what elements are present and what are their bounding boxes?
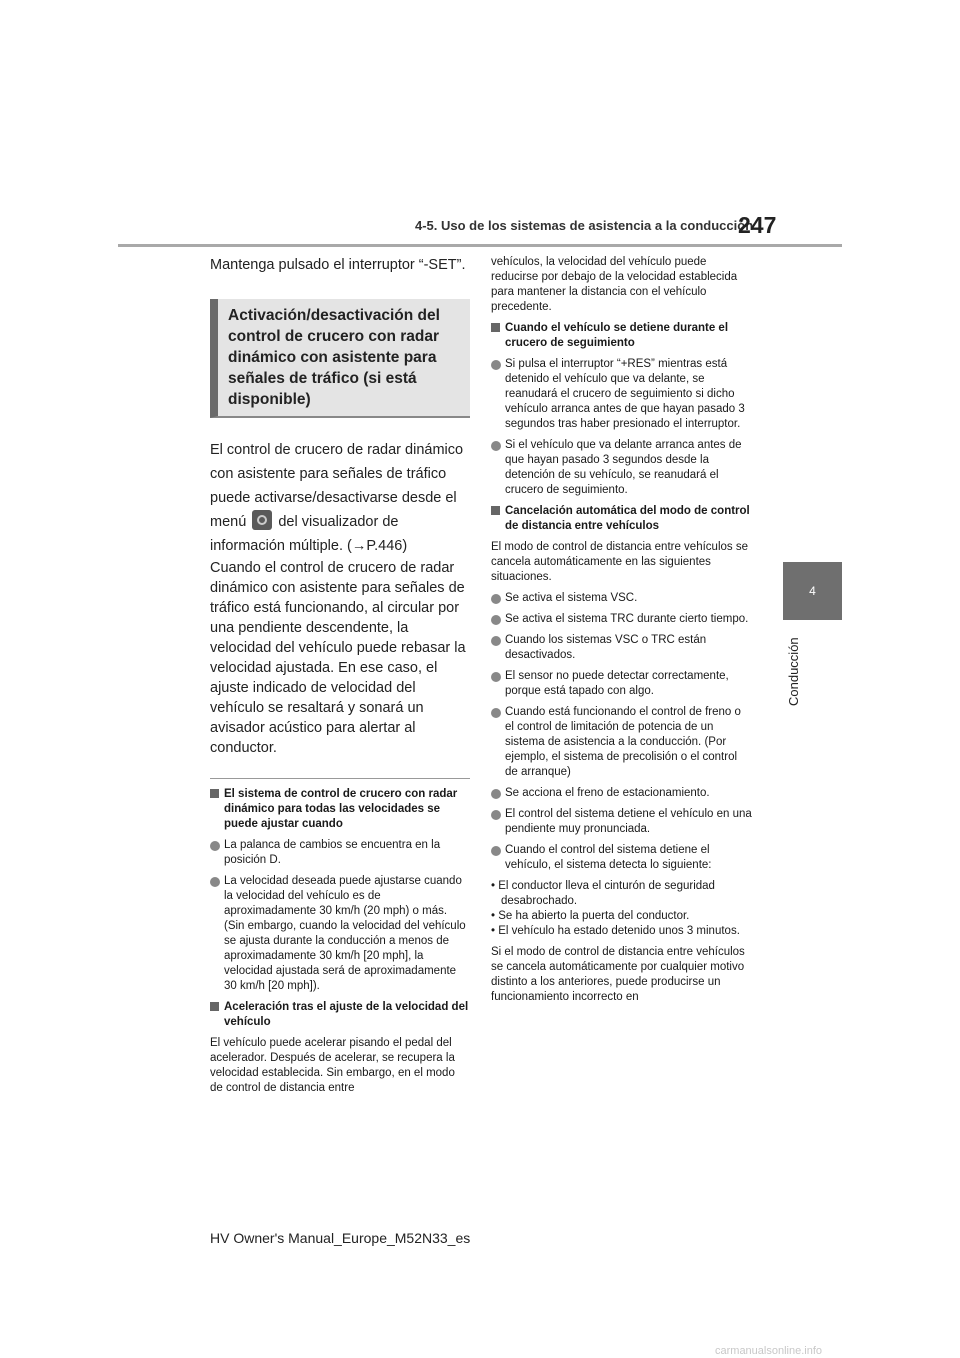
watermark: carmanualsonline.info (715, 1345, 823, 1357)
acceleration-text: El vehículo puede acelerar pisando el pedal del acelerador. Después de acelerar, se recupera la velocidad establecida. Sin embargo, en el modo de control de distancia entre (210, 1037, 455, 1094)
bullet-text: Cuando los sistemas VSC o TRC están desactivados. (505, 634, 707, 661)
auto-cancel-outro: Si el modo de control de distancia entre vehículos se cancela automáticamente por cualquier motivo distinto a los anteriores, puede producirse un funcionamiento incorrecto en (491, 946, 745, 1003)
bullet-item (491, 357, 753, 432)
round-bullet-icon (491, 846, 501, 856)
section-title: Activación/desactivación del control de crucero con radar dinámico con asistente para señales de tráfico (si está disponible) (228, 307, 440, 408)
dash-item: • Se ha abierto la puerta del conductor. (491, 910, 690, 922)
continued-text: vehículos, la velocidad del vehículo puede reducirse por debajo de la velocidad establecida para mantener la distancia con el vehículo precedente. (491, 256, 738, 313)
square-bullet-icon (491, 323, 500, 332)
round-bullet-icon (491, 636, 501, 646)
bullet-text: Si pulsa el interruptor “+RES” mientras está detenido el vehículo que va delante, se reanudará el crucero de seguimiento si dicho vehículo arranca antes de que hayan pasado 3 segundos tras haber presionado el interruptor. (505, 358, 745, 430)
paragraph-activation-after: del visualizador de información múltiple. (→P.446) (210, 514, 408, 554)
bullet-text: Se activa el sistema VSC. (505, 592, 638, 604)
bullet-text: El control del sistema detiene el vehículo en una pendiente muy pronunciada. (505, 808, 752, 835)
right-column (491, 255, 753, 1011)
paragraph-activation-before: El control de crucero de radar dinámico con asistente para señales de tráfico puede activarse/desactivarse desde el menú (210, 442, 464, 530)
subheading-stop-during-follow (491, 321, 753, 351)
page-number: 247 (738, 212, 777, 238)
subheading-auto-cancel (491, 504, 753, 534)
subheading-acceleration (210, 1000, 470, 1030)
chapter-tab (783, 562, 842, 620)
bullet-text: La palanca de cambios se encuentra en la posición D. (224, 839, 441, 866)
dash-item: • El vehículo ha estado detenido unos 3 minutos. (491, 925, 740, 937)
bullet-item (491, 591, 753, 606)
square-bullet-icon (210, 789, 219, 798)
round-bullet-icon (491, 360, 501, 370)
round-bullet-icon (491, 789, 501, 799)
footer-manual-id: HV Owner's Manual_Europe_M52N33_es (210, 1230, 471, 1246)
subsection-divider (210, 778, 470, 779)
bullet-item (210, 874, 470, 994)
bullet-item (491, 612, 753, 627)
auto-cancel-intro: El modo de control de distancia entre vehículos se cancela automáticamente en las siguientes situaciones. (491, 541, 748, 583)
bullet-item (491, 705, 753, 780)
bullet-item (491, 786, 753, 801)
round-bullet-icon (210, 877, 220, 887)
chapter-side-label-text: Conducción (786, 637, 801, 706)
section-header-title: 4-5. Uso de los sistemas de asistencia a la conducción (415, 218, 754, 233)
round-bullet-icon (491, 672, 501, 682)
settings-gear-icon (252, 510, 272, 530)
dash-item: • El conductor lleva el cinturón de seguridad desabrochado. (491, 880, 715, 907)
left-column (210, 255, 470, 1102)
subheading-set-conditions-text: El sistema de control de crucero con radar dinámico para todas las velocidades se puede ajustar cuando (224, 788, 458, 830)
subheading-auto-cancel-text: Cancelación automática del modo de control de distancia entre vehículos (505, 505, 750, 532)
round-bullet-icon (491, 441, 501, 451)
bullet-item (491, 669, 753, 699)
bullet-item (491, 807, 753, 837)
chapter-tab-number: 4 (809, 584, 816, 598)
bullet-text: Se acciona el freno de estacionamiento. (505, 787, 710, 799)
bullet-text: El sensor no puede detectar correctamente, porque está tapado con algo. (505, 670, 729, 697)
subheading-stop-during-follow-text: Cuando el vehículo se detiene durante el crucero de seguimiento (505, 322, 729, 349)
dash-list (491, 879, 753, 939)
round-bullet-icon (491, 810, 501, 820)
round-bullet-icon (491, 708, 501, 718)
bullet-text: Cuando el control del sistema detiene el vehículo, el sistema detecta lo siguiente: (505, 844, 712, 871)
chapter-side-label (781, 630, 811, 720)
header-divider (118, 244, 842, 247)
bullet-text: Cuando está funcionando el control de freno o el control de limitación de potencia de un sistema de asistencia a la conducción. (Por ejemplo, el sistema de precolisión o el control de arranque) (505, 706, 741, 778)
bullet-text: La velocidad deseada puede ajustarse cuando la velocidad del vehículo es de aproximadamente 30 km/h (20 mph) o más. (224, 875, 462, 917)
bullet-item (491, 633, 753, 663)
bullet-item (491, 438, 753, 498)
paragraph-downhill: Cuando el control de crucero de radar dinámico con asistente para señales de tráfico está funcionando, al circular por una pendiente descendente, la velocidad del vehículo puede rebasar la velocidad ajustada. En ese caso, el ajuste indicado de velocidad del vehículo se resaltará y sonará un avisador acústico para alertar al conductor. (210, 560, 466, 756)
intro-text: Mantenga pulsado el interruptor “-SET”. (210, 257, 466, 273)
bullet-item (210, 838, 470, 868)
round-bullet-icon (491, 594, 501, 604)
section-title-box (210, 299, 470, 418)
subheading-acceleration-text: Aceleración tras el ajuste de la velocidad del vehículo (224, 1001, 469, 1028)
bullet-note: (Sin embargo, cuando la velocidad del vehículo se ajusta durante la conducción a menos de aproximadamente 30 km/h [20 mph], la velocidad ajustada será de aproximadamente 30 km/h [20 mph]). (224, 920, 466, 992)
square-bullet-icon (210, 1002, 219, 1011)
square-bullet-icon (491, 506, 500, 515)
paragraph-activation (210, 438, 470, 558)
round-bullet-icon (491, 615, 501, 625)
subheading-set-conditions (210, 787, 470, 832)
bullet-text: Se activa el sistema TRC durante cierto tiempo. (505, 613, 749, 625)
bullet-text: Si el vehículo que va delante arranca antes de que hayan pasado 3 segundos desde la detención de su vehículo, se reanudará el crucero de seguimiento. (505, 439, 742, 496)
bullet-item (491, 843, 753, 873)
round-bullet-icon (210, 841, 220, 851)
